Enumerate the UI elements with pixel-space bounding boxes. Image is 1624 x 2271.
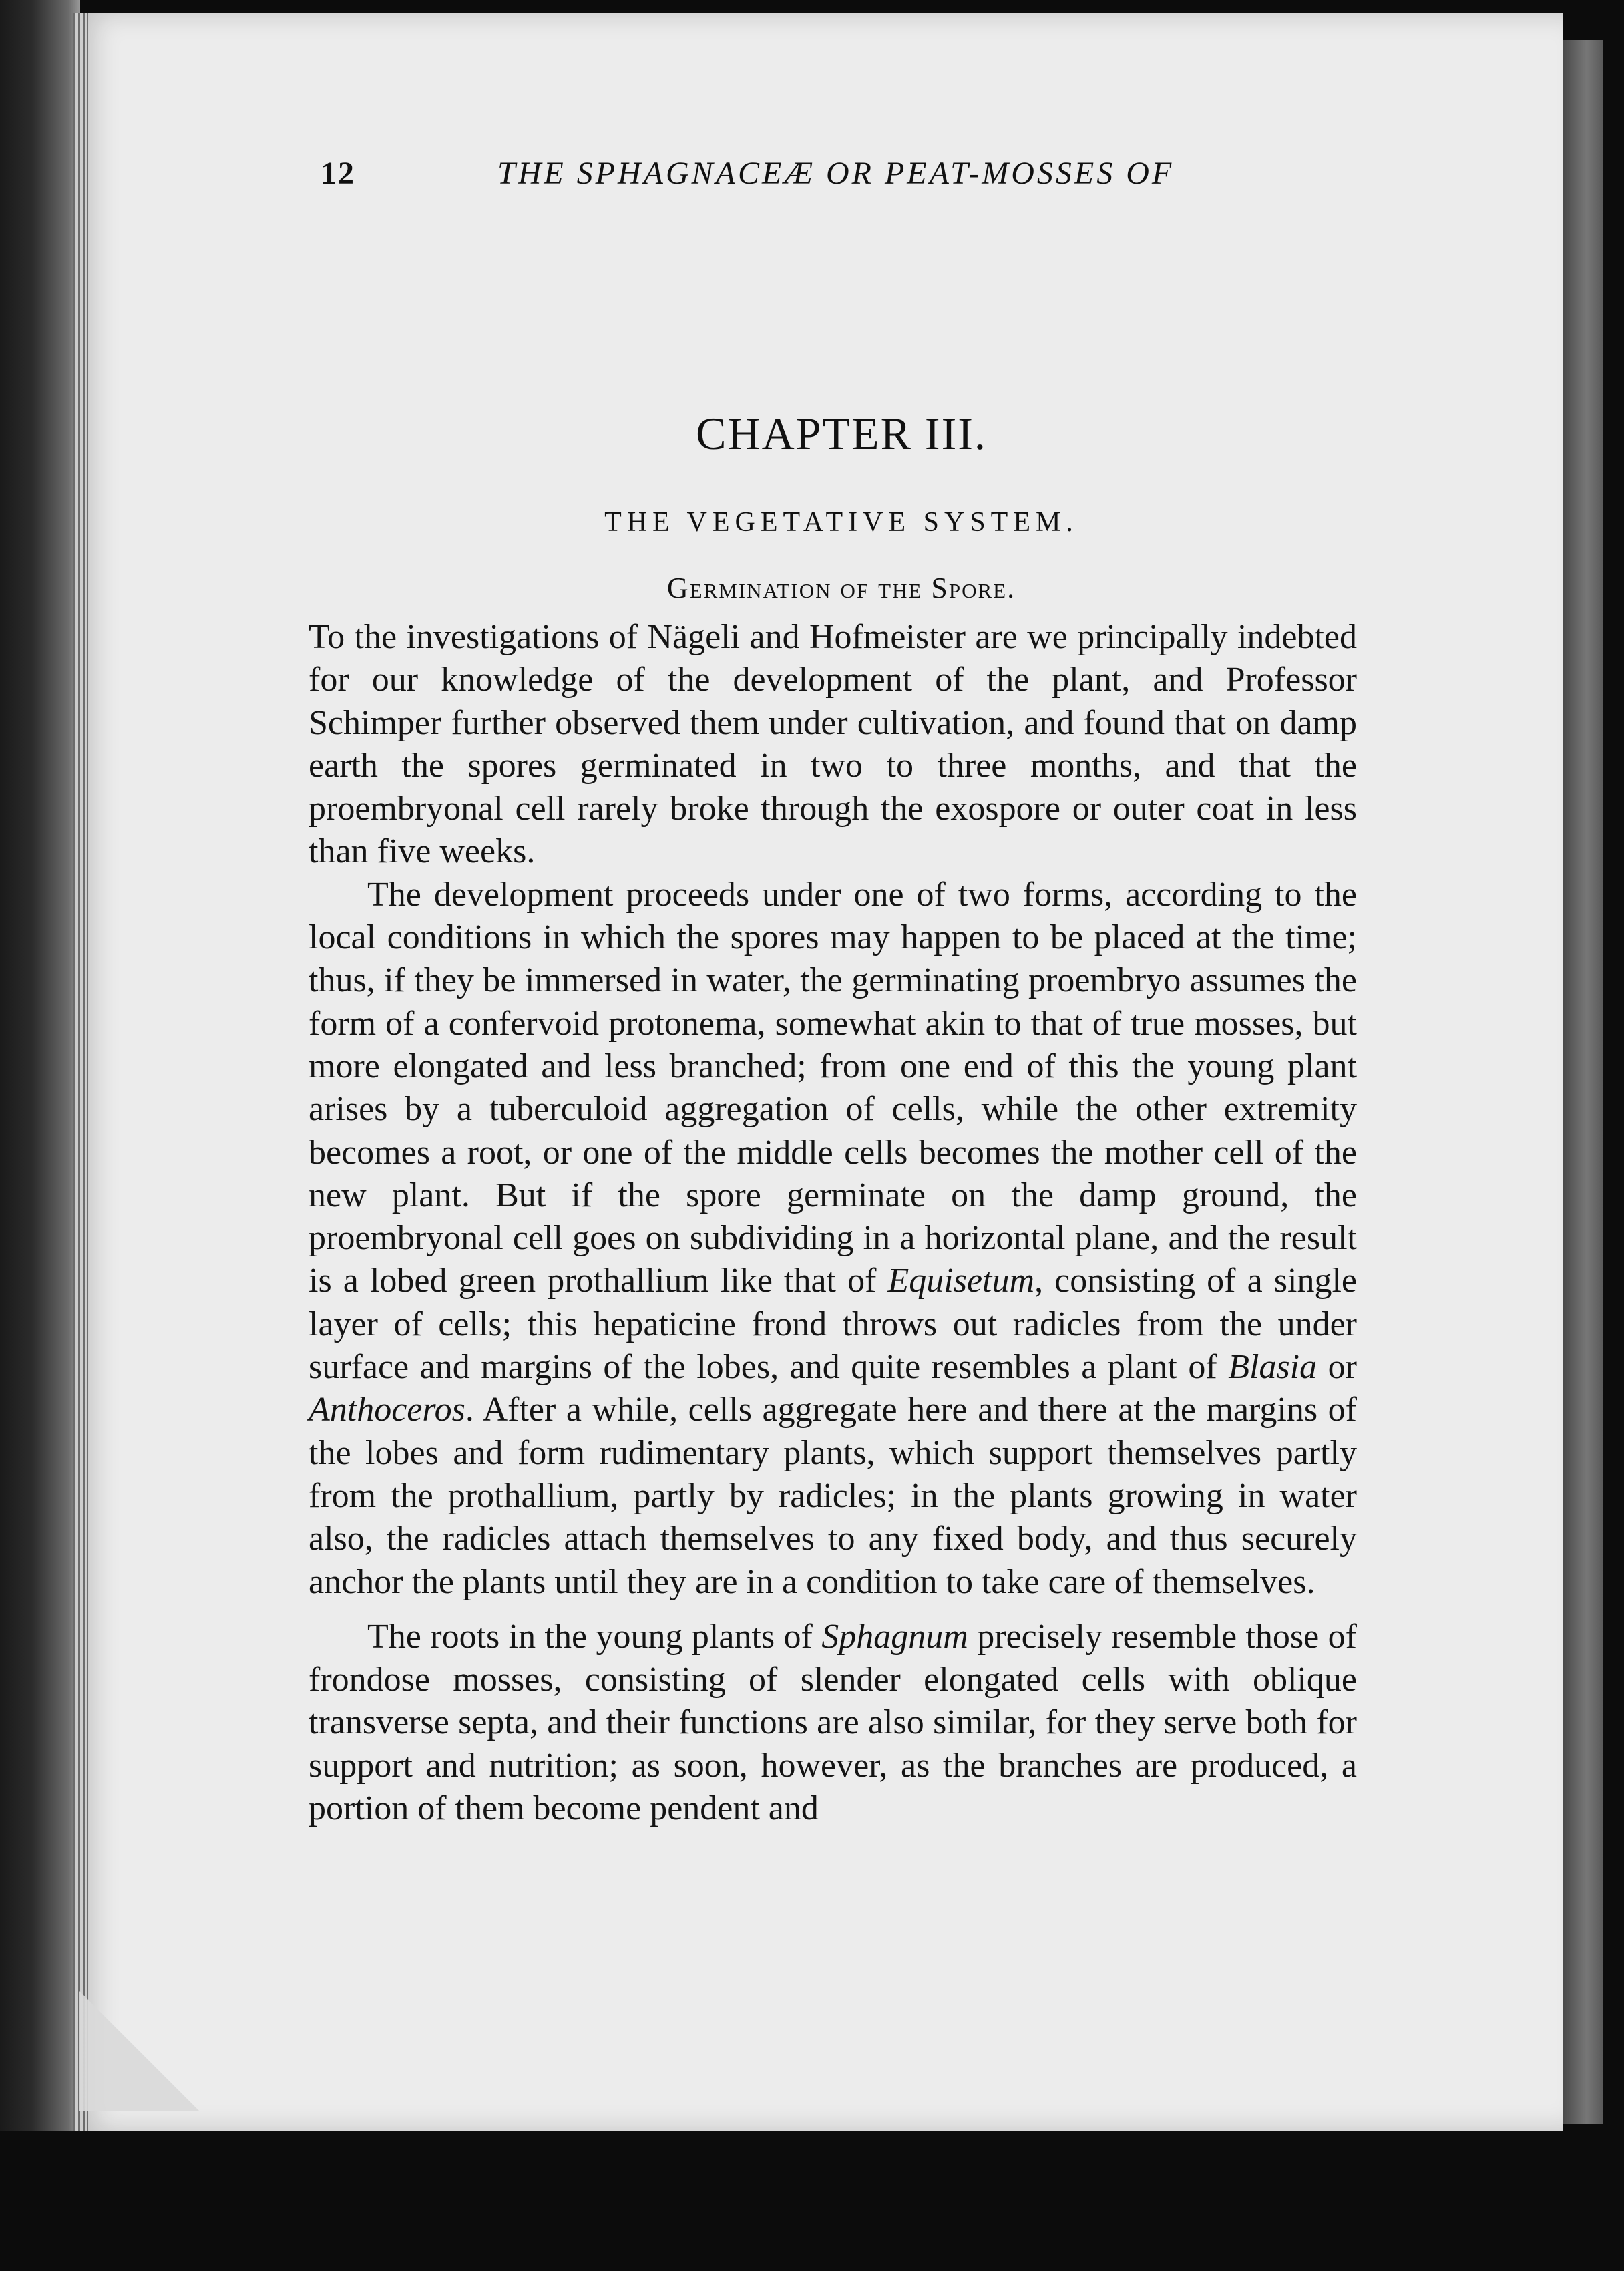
body-text (309, 616, 1357, 1830)
paragraph-2-text-a: The development proceeds under one of two forms, according to the local conditions in which the spores may happen to be placed at the time; thus, if they be immersed in water, the germinating proembryo assumes the form of a confervoid protonema, somewhat akin to that of true mosses, but more elongated and less branched; from one end of this the young plant arises by a tuberculoid aggregation of cells, while the other extremity becomes a root, or one of the middle cells becomes the mother cell of the new plant. But if the spore germinate on the damp ground, the proembryonal cell goes on subdividing in a horizontal plane, and the result is a lobed green prothallium like that of (309, 875, 1357, 1300)
paragraph-2-text-c: or (1317, 1348, 1357, 1387)
paragraph-2-text-d: . After a while, cells aggregate here and there at the margins of the lobes and form rudimentary plants, which support themselves partly from the prothallium, partly by radicles; in the plants growing in water also, the radicles attach themselves to any fixed body, and thus securely anchor the plants until they are in a condition to take care of themselves. (309, 1391, 1357, 1601)
paragraph-1-text: To the investigations of Nägeli and Hofmeister are we principally indebted for our knowledge of the development of the plant, and Professor Schimper further observed them under cultivation, and found that on damp earth the spores germinated in two to three months, and that the proembryonal cell rarely broke through the exospore or outer coat in less than five weeks. (309, 618, 1357, 871)
folded-corner (79, 1990, 199, 2111)
genus-blasia: Blasia (1228, 1348, 1317, 1387)
running-head (321, 155, 1295, 202)
page-number: 12 (321, 156, 355, 191)
paragraph-3-text-a: The roots in the young plants of (367, 1617, 822, 1656)
genus-sphagnum: Sphagnum (821, 1617, 968, 1656)
paragraph-2 (309, 874, 1357, 1604)
genus-equisetum: Equisetum (887, 1262, 1035, 1300)
facing-page-edge (1563, 40, 1603, 2124)
paragraph-1 (309, 616, 1357, 874)
subsection-title: Germination of the Spore. (666, 572, 1016, 604)
genus-anthoceros: Anthoceros (309, 1391, 465, 1429)
page-edge-stack (73, 13, 88, 2131)
section-title: THE VEGETATIVE SYSTEM. (604, 507, 1078, 538)
paragraph-3-text-b: precisely resemble those of frondose mosses, consisting of slender elongated cells with oblique transverse septa, and their functions are also similar, for they serve both for support and nutrition; as soon, however, as the branches are produced, a portion of them become pendent and (309, 1617, 1357, 1828)
scan-background-right (1603, 0, 1624, 2271)
scan-background-bottom (0, 2131, 1624, 2271)
running-title: THE SPHAGNACEÆ OR PEAT-MOSSES OF (497, 156, 1175, 191)
scan-background-left (0, 0, 80, 2271)
paragraph-3 (309, 1616, 1357, 1830)
paragraph-2-text-b: , consisting of a single layer of cells; this hepaticine frond throws out radicles from the under surface and margins of the lobes, and quite resembles a plant of (309, 1262, 1357, 1387)
chapter-title: CHAPTER III. (696, 408, 987, 459)
